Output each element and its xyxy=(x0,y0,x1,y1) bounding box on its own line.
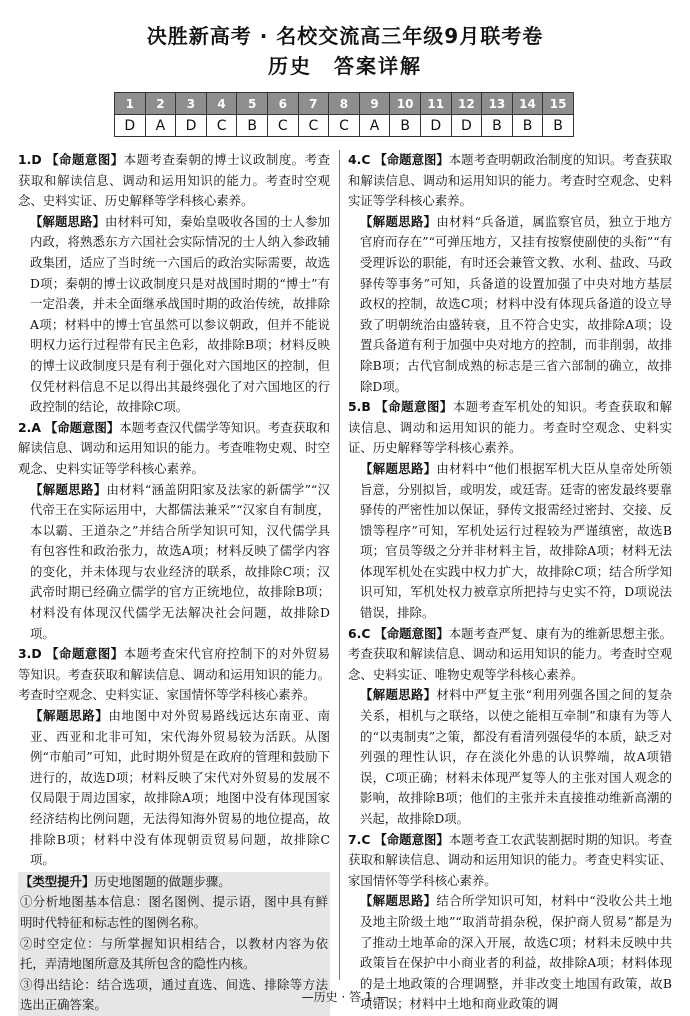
intent-text: 本题考查宋代官府控制下的对外贸易等知识。考查获取和解读信息、调动和运用知识的能力。考查时空观念、史料实证、家国情怀等学科核心素养。 xyxy=(18,646,331,703)
intent-text: 本题考查严复、康有为的维新思想主张。考查获取和解读信息、调动和运用知识的能力。考查时空观念、史料实证、唯物史观等学科核心素养。 xyxy=(348,625,672,682)
question-1-thinking xyxy=(18,212,330,418)
question-5-thinking xyxy=(348,459,672,624)
thinking-label: 【解题思路】 xyxy=(360,687,437,703)
intent-label: 【命题意图】 xyxy=(375,399,453,415)
thinking-text: 由材料“涵盖阴阳家及法家的新儒学”“汉代帝王在实际运用中，大都儒法兼采”“汉家自有制度，本以霸、王道杂之”并结合所学知识可知，汉代儒学具有包容性和政治张力，故选A项；材料反映了儒学内容的变化，并未体现与农业经济的联系，故排除C项；汉武帝时期已经确立儒学的官方正统地位，故排除B项；材料没有体现汉代儒学无法解决社会问题，故排除D项。 xyxy=(30,481,331,641)
answer-letter-cell: B xyxy=(390,115,421,137)
answer-number-cell: 13 xyxy=(482,93,513,115)
thinking-label: 【解题思路】 xyxy=(360,213,437,229)
answer-key-table xyxy=(114,92,574,137)
type-tip-step: ③得出结论：结合选项，通过直选、间选、排除等方法选出正确答案。 xyxy=(20,976,328,1013)
answer-letter-cell: C xyxy=(206,115,237,137)
question-6 xyxy=(348,624,672,686)
answer-letter-row xyxy=(115,115,574,137)
answer-letter-cell: A xyxy=(145,115,176,137)
thinking-label: 【解题思路】 xyxy=(360,460,437,476)
answer-number-cell: 9 xyxy=(359,93,390,115)
answer-number-cell: 6 xyxy=(267,93,298,115)
intent-label: 【命题意图】 xyxy=(374,625,449,641)
right-column xyxy=(348,150,672,1015)
answer-number-cell: 3 xyxy=(176,93,207,115)
question-6-thinking xyxy=(348,685,672,829)
answer-letter-cell: B xyxy=(482,115,513,137)
thinking-text: 由材料可知，秦始皇吸收各国的士人参加内政，将熟悉东方六国社会实际情况的士人纳入参政辅政集团，适应了当时统一六国后的政治实际需要，故选D项；秦朝的博士议政制度只是对战国时期的“博士”有一定沿袭，并未全面继承战国时期的政治传统，故排除A项；材料中的博士官虽然可以参议朝政，但并不能说明权力运行过程带有民主色彩，故排除B项；材料反映的博士议政制度只是有利于强化对六国地区的控制，但仅凭材料信息不足以得出其最终强化了对六国地区的行政控制的结论，故排除C项。 xyxy=(30,213,331,415)
answer-number-cell: 11 xyxy=(420,93,451,115)
question-3-thinking xyxy=(18,706,330,871)
answer-letter-cell: B xyxy=(543,115,574,137)
type-tip-title: 历史地图题的做题步骤。 xyxy=(94,873,231,889)
answer-letter-cell: D xyxy=(115,115,146,137)
answer-letter-cell: D xyxy=(176,115,207,137)
intent-text: 本题考查军机处的知识。考查获取和解读信息、调动和运用知识的能力。考查时空观念、史料实证、历史解释等学科核心素养。 xyxy=(348,399,673,456)
column-divider xyxy=(339,150,340,980)
answer-number-cell: 14 xyxy=(512,93,543,115)
exam-subtitle xyxy=(0,50,690,79)
answer-letter-cell: C xyxy=(267,115,298,137)
answer-number-cell: 8 xyxy=(329,93,360,115)
thinking-text: 结合所学知识可知，材料中“没收公共土地及地主阶级土地”“取消苛捐杂税，保护商人贸易”都是为了推动土地革命的深入开展，故选C项；材料未反映中共政策旨在保护中小商业者的利益，故排除A项；材料体现的是土地政策的合理调整，并非改变土地国有政策，故B项错误；材料中土地和商业政策的调 xyxy=(360,893,672,1012)
thinking-text: 由地图中对外贸易路线远达东南亚、南亚、西亚和北非可知，宋代海外贸易较为活跃。从图例“市舶司”可知，此时期外贸是在政府的管理和鼓励下进行的，故选D项；材料反映了宋代对外贸易的发展不仅局限于周边国家，故排除A项；地图中没有体现国家经济结构比例问题，无法得知海外贸易的地位提高，故排除B项；材料中没有体现朝贡贸易问题，故排除C项。 xyxy=(30,708,331,868)
question-number: 4.C xyxy=(348,152,371,167)
exam-title: 决胜新高考 · 名校交流高三年级9月联考卷 xyxy=(146,24,544,48)
answer-letter-cell: C xyxy=(298,115,329,137)
intent-label: 【命题意图】 xyxy=(44,419,120,435)
page-footer: —历史 · 答 1 — xyxy=(301,990,389,1004)
intent-text: 本题考查明朝政治制度的知识。考查获取和解读信息、调动和运用知识的能力。考查时空观念、史料实证等学科核心素养。 xyxy=(348,152,672,209)
question-5 xyxy=(348,397,672,459)
thinking-text: 由材料中“他们根据军机大臣从皇帝处所领旨意，分别拟旨，或明发，或廷寄。廷寄的密发最终要靠驿传的严密性加以保证，驿传文报需经过密封、交接、反馈等程序”可知，军机处运行过程较为严谨缜密，故选B项；官员等级之分并非材料主旨，故排除A项；材料无法体现军机处在实践中权力扩大，故排除C项；结合所学知识可知，军机处权力被章京所把持与史实不符，D项说法错误，排除。 xyxy=(360,460,672,621)
question-2-thinking xyxy=(18,480,330,645)
answer-number-row xyxy=(115,93,574,115)
question-4 xyxy=(348,150,672,212)
question-2 xyxy=(18,418,330,480)
type-tip-step: ②时空定位：与所掌握知识相结合，以教材内容为依托，弄清地图所意及其所包含的隐性内核。 xyxy=(20,935,328,972)
type-tip-label: 【类型提升】 xyxy=(20,873,95,889)
thinking-label: 【解题思路】 xyxy=(30,481,107,497)
answer-number-cell: 5 xyxy=(237,93,268,115)
intent-text: 本题考查工农武装割据时期的知识。考查获取和解读信息、调动和运用知识的能力。考查史料实证、家国情怀等学科核心素养。 xyxy=(348,831,672,888)
question-number: 6.C xyxy=(348,625,371,641)
type-tip-step: ①分析地图基本信息：图名图例、提示语，图中具有鲜明时代特征和标志性的图例名称。 xyxy=(20,894,328,930)
answer-number-cell: 4 xyxy=(206,93,237,115)
thinking-label: 【解题思路】 xyxy=(30,213,106,229)
left-column xyxy=(18,150,330,1016)
question-number: 1.D xyxy=(18,152,42,167)
question-3 xyxy=(18,644,330,706)
answer-number-cell: 2 xyxy=(145,93,176,115)
question-7 xyxy=(348,830,672,892)
answer-number-cell: 15 xyxy=(543,93,574,115)
intent-label: 【命题意图】 xyxy=(46,152,124,167)
question-number: 5.B xyxy=(348,399,371,415)
thinking-label: 【解题思路】 xyxy=(360,893,437,909)
question-1 xyxy=(18,150,330,212)
thinking-label: 【解题思路】 xyxy=(30,708,109,724)
answer-number-cell: 10 xyxy=(390,93,421,115)
intent-label: 【命题意图】 xyxy=(374,831,449,847)
answer-letter-cell: B xyxy=(237,115,268,137)
thinking-text: 材料中严复主张“利用列强各国之间的复杂关系，相机与之联络，以使之能相互牵制”和康有为等人的“以夷制夷”之策，都没有看清列强侵华的本质，缺乏对列强的理性认识，存在淡化外患的认识弊端，故A项错误，C项正确；材料未体现严复等人的主张对国人观念的影响，故排除B项；他们的主张并未直接推动维新高潮的兴起，故排除D项。 xyxy=(360,687,672,826)
question-number: 7.C xyxy=(348,831,371,847)
thinking-text: 由材料“兵备道，属监察官员，独立于地方官府而存在”“可弹压地方，又挂有按察使副使的头衔”“有受理诉讼的职能，有时还会兼管文教、水利、盐政、马政驿传等事务”可知，兵备道的设置加强了中央对地方基层政权的控制，故选C项；材料中没有体现兵备道的设立导致了明朝统治由盛转衰，且不符合史实，故排除A项；设置兵备道有利于加强中央对地方的控制，而非削弱，故排除B项；古代官制成熟的标志是三省六部制的确立，故排除D项。 xyxy=(360,213,672,394)
intent-text: 本题考查秦朝的博士议政制度。考查获取和解读信息、调动和运用知识的能力。考查时空观念、史料实证、历史解释等学科核心素养。 xyxy=(18,152,331,209)
intent-label: 【命题意图】 xyxy=(374,152,449,167)
answer-letter-cell: B xyxy=(512,115,543,137)
question-4-thinking xyxy=(348,212,672,397)
subject-label: 历史 xyxy=(268,54,312,78)
answer-letter-cell: D xyxy=(451,115,482,137)
doc-type-label: 答案详解 xyxy=(334,54,422,78)
question-number: 2.A xyxy=(18,419,41,435)
intent-label: 【命题意图】 xyxy=(46,646,124,662)
answer-number-cell: 12 xyxy=(451,93,482,115)
answer-letter-cell: C xyxy=(329,115,360,137)
intent-text: 本题考查汉代儒学等知识。考查获取和解读信息、调动和运用知识的能力。考查唯物史观、时空观念、史料实证等学科核心素养。 xyxy=(18,419,331,476)
answer-number-cell: 1 xyxy=(115,93,146,115)
answer-number-cell: 7 xyxy=(298,93,329,115)
question-number: 3.D xyxy=(18,646,42,662)
answer-letter-cell: D xyxy=(420,115,451,137)
answer-letter-cell: A xyxy=(359,115,390,137)
